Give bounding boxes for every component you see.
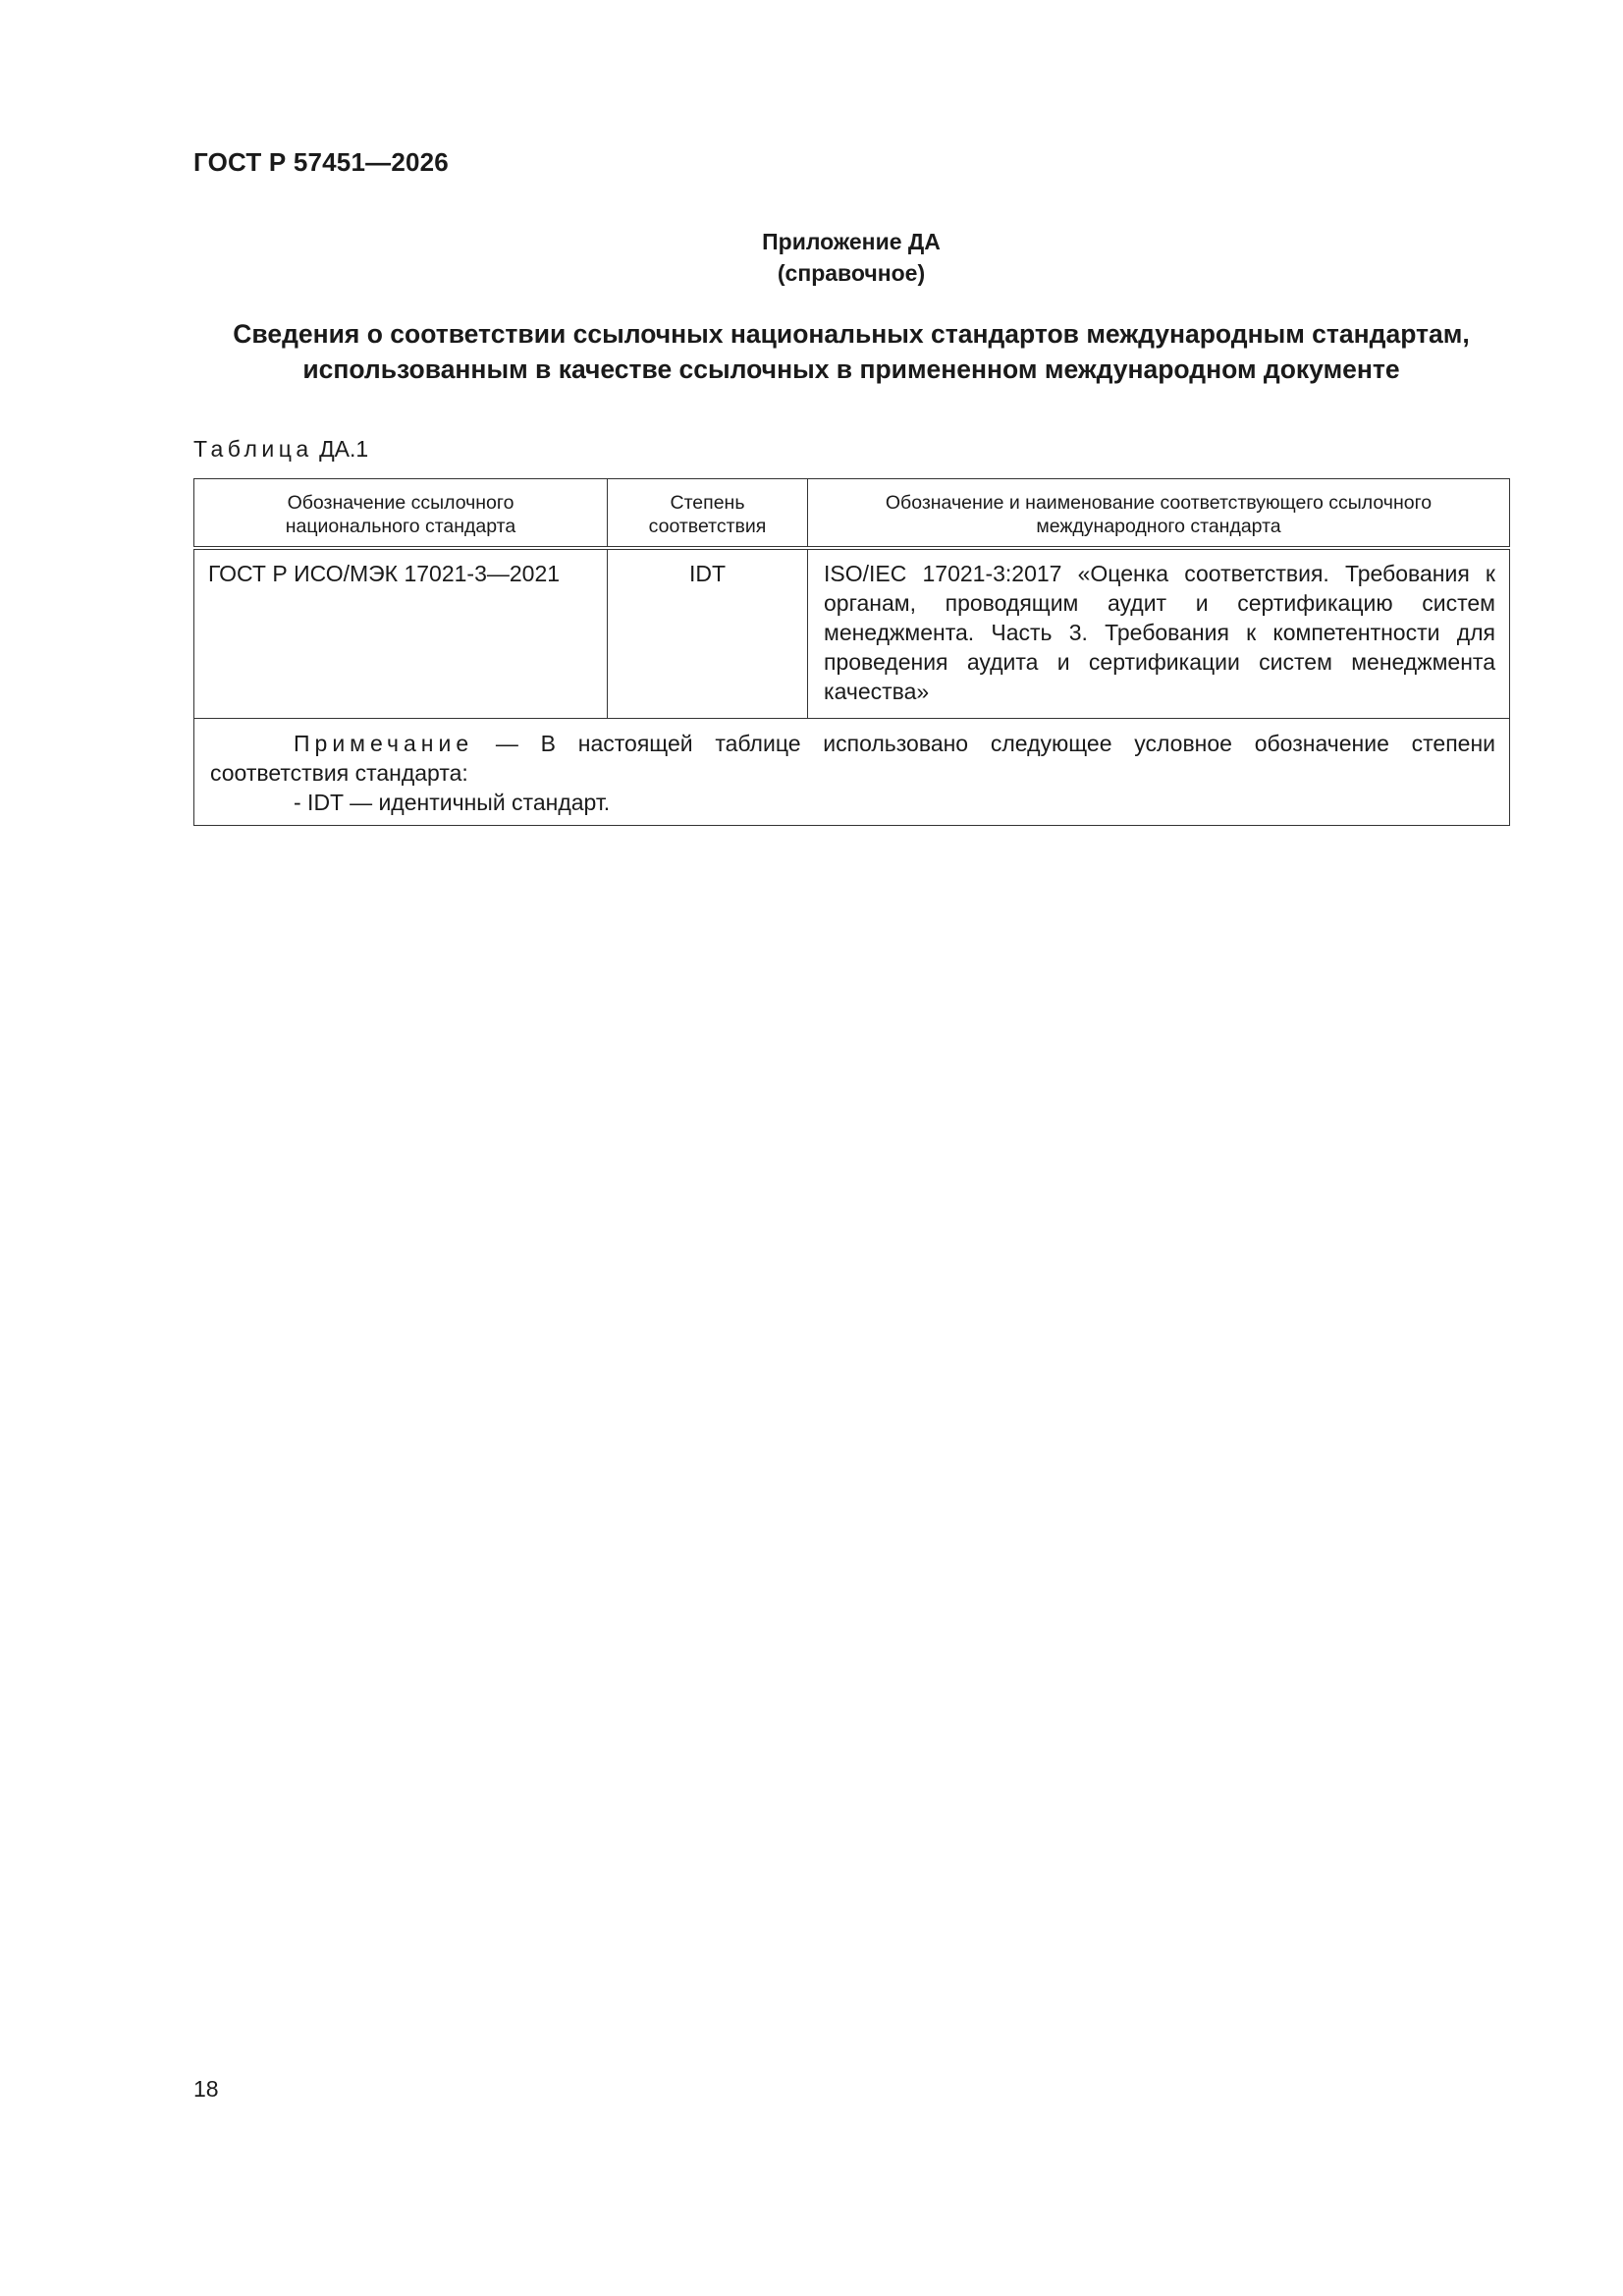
table-caption-number: ДА.1 <box>319 436 369 462</box>
column-header-national-standard <box>194 479 608 548</box>
table-header-row <box>194 479 1510 548</box>
table-note <box>194 718 1510 825</box>
section-title-line-1: Сведения о соответствии ссылочных национальных стандартов международным стандартам, <box>233 319 1470 349</box>
page-number: 18 <box>193 2076 219 2102</box>
note-list-item: - IDT — идентичный стандарт. <box>294 789 611 815</box>
section-title-line-2: использованным в качестве ссылочных в примененном международном документе <box>302 355 1400 384</box>
column-header-degree <box>608 479 808 548</box>
table-note-row <box>194 718 1510 825</box>
column-header-line: Обозначение ссылочного <box>287 492 514 514</box>
column-header-line: Степень <box>670 492 745 514</box>
note-label: Примечание <box>294 730 474 756</box>
international-standard-cell: ISO/IEC 17021-3:2017 «Оценка соответствия. Требования к органам, проводящим аудит и сертификацию систем менеджмента. Часть 3. Требования к компетентности для проведения аудита и сертификации систем менеджмента качества» <box>808 548 1510 719</box>
note-paragraph <box>210 729 1495 788</box>
column-header-line: международного стандарта <box>1036 516 1281 537</box>
appendix-heading <box>193 226 1509 289</box>
column-header-international-standard <box>808 479 1510 548</box>
national-standard-cell: ГОСТ Р ИСО/МЭК 17021-3—2021 <box>194 548 608 719</box>
appendix-title: Приложение ДА <box>762 229 941 254</box>
correspondence-table <box>193 478 1510 826</box>
section-title <box>193 316 1509 387</box>
document-code: ГОСТ Р 57451—2026 <box>193 147 449 177</box>
appendix-status: (справочное) <box>777 260 926 286</box>
column-header-line: Обозначение и наименование соответствующего ссылочного <box>885 492 1433 514</box>
column-header-line: национального стандарта <box>285 516 516 537</box>
note-text: — В настоящей таблице использовано следующее условное обозначение степени соответствия стандарта: <box>210 730 1495 786</box>
column-header-line: соответствия <box>648 516 767 537</box>
table-caption <box>193 436 368 463</box>
table-row <box>194 548 1510 719</box>
degree-cell: IDT <box>608 548 808 719</box>
table-caption-label: Таблица <box>193 436 313 462</box>
